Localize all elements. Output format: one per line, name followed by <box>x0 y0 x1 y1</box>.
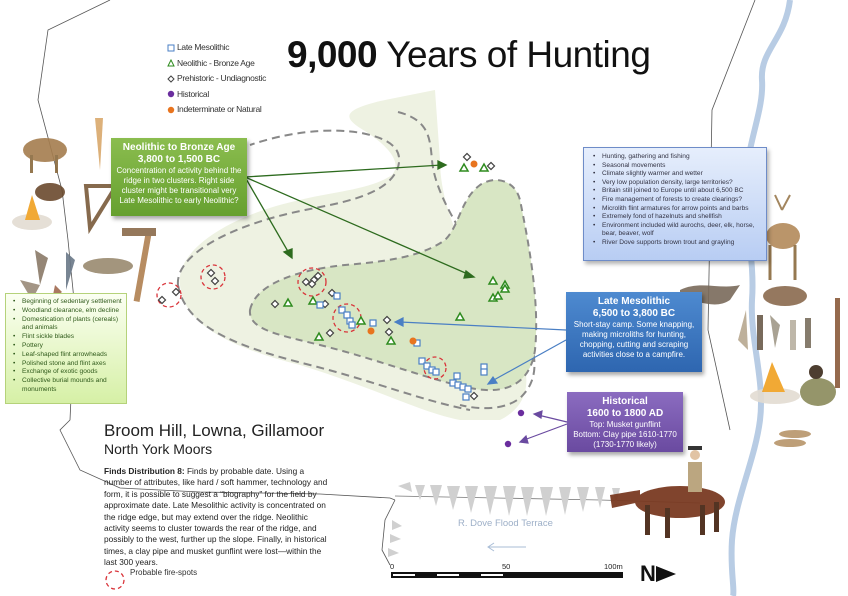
fact-item: • Collective burial mounds and monuments <box>12 377 122 395</box>
callout-dates: 1600 to 1800 AD <box>586 408 664 419</box>
callout-heading: Neolithic to Bronze Age <box>122 142 236 153</box>
triangle-icon <box>167 59 175 67</box>
scale-label-0: 0 <box>390 562 395 571</box>
fact-item: • Hunting, gathering and fishing <box>592 153 760 162</box>
fact-item: • Seasonal movements <box>592 162 760 171</box>
historical-callout <box>567 392 683 452</box>
neolithic-facts-panel <box>5 293 127 404</box>
mesolithic-callout <box>566 292 702 372</box>
callout-heading: Historical <box>602 396 648 407</box>
orange-dot-icon <box>167 106 175 114</box>
legend-item-indeterminate: Indeterminate or Natural <box>167 102 266 118</box>
fact-item: • Environment included wild aurochs, deer, elk, horse, bear, beaver, wolf <box>592 222 760 239</box>
fact-item: • Climate slightly warmer and wetter <box>592 170 760 179</box>
callout-text: Concentration of activity behind the ridge in two clusters. Right side cluster might be transitional very Late Mesolithic to early Neolithic? <box>116 166 242 205</box>
neolithic-callout <box>111 138 247 216</box>
callout-dates: 3,800 to 1,500 BC <box>137 154 221 165</box>
callout-line: Top: Musket gunflint <box>589 420 661 429</box>
north-arrow-icon <box>656 566 676 582</box>
map-legend <box>167 40 266 118</box>
site-name: Broom Hill, Lowna, Gillamoor <box>104 421 325 440</box>
callout-dates: 6,500 to 3,800 BC <box>592 308 676 319</box>
fact-item: • Flint sickle blades <box>12 333 122 342</box>
diamond-icon <box>167 75 175 83</box>
fact-item: • Woodland clearance, elm decline <box>12 307 122 316</box>
fact-item: • Very low population density, large territories? <box>592 179 760 188</box>
fact-item: • Domestication of plants (cereals) and animals <box>12 316 122 334</box>
callout-text: Short-stay camp. Some knapping, making microliths for hunting, chopping, cutting and scraping activities close to a campfire. <box>573 320 695 359</box>
legend-item-late-mesolithic: Late Mesolithic <box>167 40 266 56</box>
legend-item-prehistoric: Prehistoric - Undiagnostic <box>167 71 266 87</box>
fact-item: • River Dove supports brown trout and grayling <box>592 239 760 248</box>
fire-spot-key: Probable fire-spots <box>130 568 198 577</box>
page-title: 9,000 Years of Hunting <box>287 34 651 75</box>
callout-line: Bottom: Clay pipe 1610-1770 <box>573 430 677 439</box>
scale-bar <box>391 572 623 578</box>
callout-line: (1730-1770 likely) <box>593 440 657 449</box>
mesolithic-facts-panel <box>583 147 767 261</box>
square-icon <box>167 44 175 52</box>
legend-item-neolithic: Neolithic - Bronze Age <box>167 56 266 72</box>
fact-item: • Pottery <box>12 342 122 351</box>
fact-item: • Leaf-shaped flint arrowheads <box>12 351 122 360</box>
finds-description: Finds Distribution 8: Finds by probable date. Using a number of attributes, like hard / soft hammer, technology and form, it is possible to suggest a “biography” for the field by approximate date. Late Mesolithic activity is concentrated on the ridge edge, but may extend over the ridge. Neolithic activity seems to cluster towards the rear of the ridge, and possibly to the west, further up the slope. Finally, in historical times, a clay pipe and musket gunflint were lost—within the last 300 years. <box>104 466 328 568</box>
flood-terrace-label: R. Dove Flood Terrace <box>458 518 553 529</box>
legend-item-historical: Historical <box>167 87 266 103</box>
historical-arrows <box>520 411 567 443</box>
fact-item: • Beginning of sedentary settlement <box>12 298 122 307</box>
fact-item: • Fire management of forests to create clearings? <box>592 196 760 205</box>
historical-illustration <box>610 446 725 538</box>
fact-item: • Exchange of exotic goods <box>12 368 122 377</box>
scale-label-100m: 100m <box>604 562 623 571</box>
scale-label-50: 50 <box>502 562 511 571</box>
fact-item: • Britain still joined to Europe until about 6,500 BC <box>592 187 760 196</box>
north-arrow: N <box>640 561 676 587</box>
purple-dot-icon <box>167 90 175 98</box>
fact-item: • Polished stone and flint axes <box>12 360 122 369</box>
callout-heading: Late Mesolithic <box>597 296 671 307</box>
fact-item: • Microlith flint armatures for arrow points and barbs <box>592 205 760 214</box>
site-region: North York Moors <box>104 441 213 457</box>
fact-item: • Extremely fond of hazelnuts and shellfish <box>592 213 760 222</box>
